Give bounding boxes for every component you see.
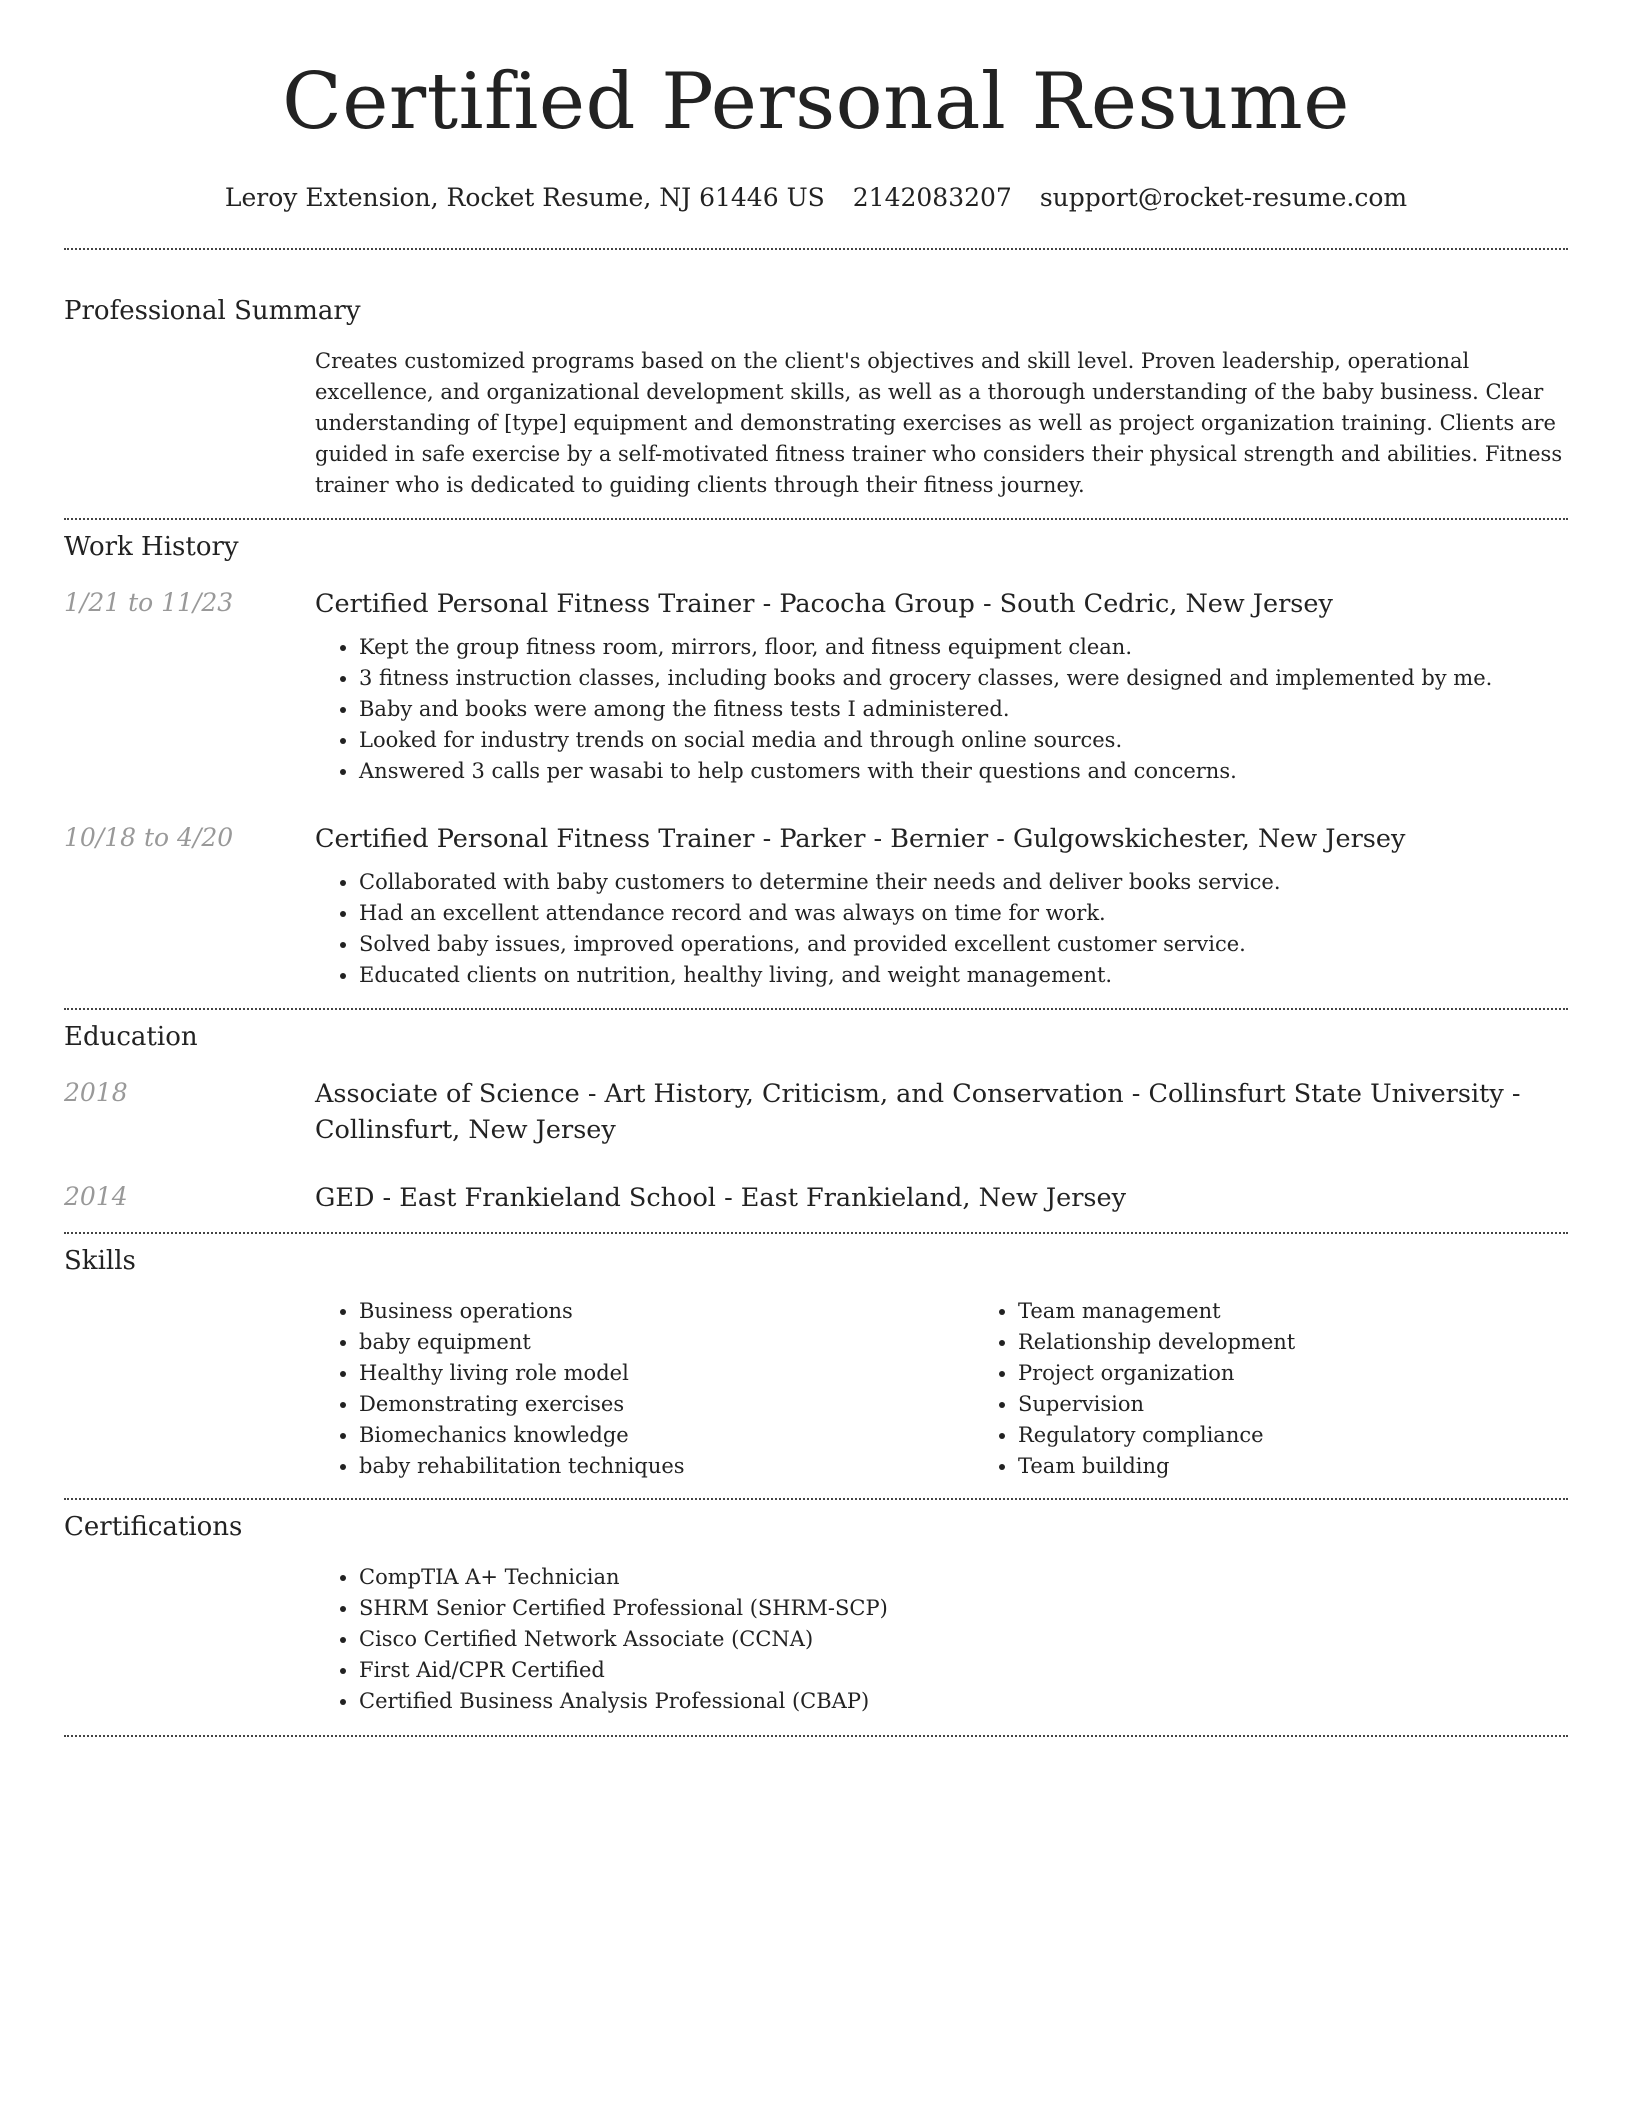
list-item: • Business operations [359, 1296, 974, 1327]
list-item: • Healthy living role model [359, 1358, 974, 1389]
certifications-spacer [64, 1562, 315, 1717]
skills-spacer [64, 1296, 315, 1482]
skills-list-left [315, 1296, 974, 1482]
list-item: • CompTIA A+ Technician [359, 1562, 1568, 1593]
education-entry [64, 1076, 1568, 1148]
list-item: • Answered 3 calls per wasabi to help customers with their questions and concerns. [359, 756, 1568, 787]
summary-spacer [64, 346, 315, 501]
work-history-section [64, 520, 1568, 991]
contact-address: Leroy Extension, Rocket Resume, NJ 61446 US [224, 183, 825, 212]
list-item: • Relationship development [1018, 1327, 1632, 1358]
list-item: • Certified Business Analysis Professional (CBAP) [359, 1686, 1568, 1717]
education-year: 2014 [64, 1182, 128, 1211]
section-heading-work: Work History [64, 532, 239, 562]
job-entry [64, 821, 1568, 991]
list-item: • Had an excellent attendance record and was always on time for work. [359, 898, 1568, 929]
job-title: Certified Personal Fitness Trainer - Pacocha Group - South Cedric, New Jersey [315, 589, 1333, 619]
education-text: Associate of Science - Art History, Criticism, and Conservation - Collinsfurt State University - Collinsfurt, New Jersey [315, 1079, 1521, 1145]
list-item: • Baby and books were among the fitness tests I administered. [359, 694, 1568, 725]
contact-phone: 2142083207 [852, 183, 1012, 212]
contact-line [64, 182, 1568, 214]
job-entry [64, 586, 1568, 787]
summary-text: Creates customized programs based on the client's objectives and skill level. Proven leadership, operational excellence, and organizational development skills, as well as a thorough understanding of the baby business. Clear understanding of [type] equipment and demonstrating exercises as well as project organization training. Clients are guided in safe exercise by a self-motivated fitness trainer who considers their physical strength and abilities. Fitness trainer who is dedicated to guiding clients through their fitness journey. [315, 349, 1563, 497]
resume-title: Certified Personal Resume [282, 57, 1350, 147]
list-item: • Biomechanics knowledge [359, 1420, 974, 1451]
certifications-list [315, 1562, 1568, 1717]
list-item: • Kept the group fitness room, mirrors, floor, and fitness equipment clean. [359, 632, 1568, 663]
list-item: • Looked for industry trends on social media and through online sources. [359, 725, 1568, 756]
job-dates: 1/21 to 11/23 [64, 588, 234, 617]
list-item: • Cisco Certified Network Associate (CCNA) [359, 1624, 1568, 1655]
list-item: • Team management [1018, 1296, 1632, 1327]
list-item: • baby rehabilitation techniques [359, 1451, 974, 1482]
summary-section [64, 250, 1568, 501]
contact-email: support@rocket-resume.com [1039, 183, 1408, 212]
job-bullets [315, 632, 1568, 787]
education-year: 2018 [64, 1078, 128, 1107]
job-title: Certified Personal Fitness Trainer - Parker - Bernier - Gulgowskichester, New Jersey [315, 824, 1406, 854]
section-heading-summary: Professional Summary [64, 296, 361, 326]
section-heading-education: Education [64, 1022, 198, 1052]
certifications-section [64, 1500, 1568, 1717]
list-item: • First Aid/CPR Certified [359, 1655, 1568, 1686]
divider [64, 1735, 1568, 1737]
skills-section [64, 1234, 1568, 1482]
job-bullets [315, 867, 1568, 991]
section-heading-certifications: Certifications [64, 1512, 243, 1542]
list-item: • Regulatory compliance [1018, 1420, 1632, 1451]
list-item: • SHRM Senior Certified Professional (SHRM-SCP) [359, 1593, 1568, 1624]
education-entry [64, 1180, 1568, 1216]
skills-list-right [974, 1296, 1632, 1482]
list-item: • 3 fitness instruction classes, including books and grocery classes, were designed and implemented by me. [359, 663, 1568, 694]
list-item: • baby equipment [359, 1327, 974, 1358]
list-item: • Demonstrating exercises [359, 1389, 974, 1420]
list-item: • Solved baby issues, improved operations, and provided excellent customer service. [359, 929, 1568, 960]
list-item: • Team building [1018, 1451, 1632, 1482]
section-heading-skills: Skills [64, 1246, 136, 1276]
job-dates: 10/18 to 4/20 [64, 823, 234, 852]
list-item: • Educated clients on nutrition, healthy living, and weight management. [359, 960, 1568, 991]
resume-page [64, 0, 1568, 1737]
education-text: GED - East Frankieland School - East Frankieland, New Jersey [315, 1183, 1126, 1213]
list-item: • Supervision [1018, 1389, 1632, 1420]
list-item: • Collaborated with baby customers to determine their needs and deliver books service. [359, 867, 1568, 898]
education-section [64, 1010, 1568, 1216]
list-item: • Project organization [1018, 1358, 1632, 1389]
